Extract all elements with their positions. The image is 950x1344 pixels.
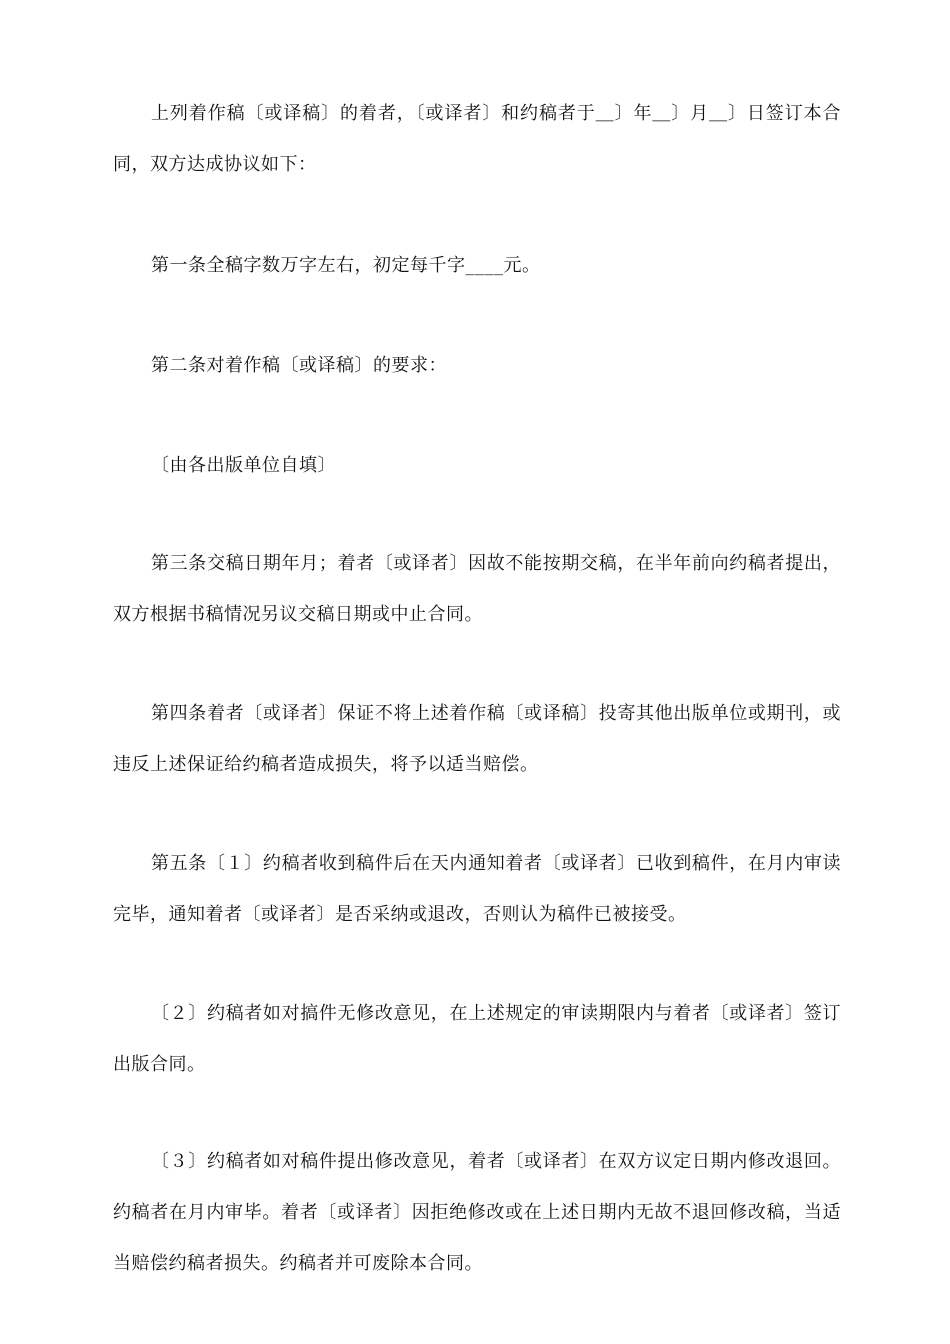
article-3-paragraph: 第三条交稿日期年月；着者〔或译者〕因故不能按期交稿，在半年前向约稿者提出，双方根据书稿情况另议交稿日期或中止合同。 — [113, 553, 841, 625]
article-5-clause-1-paragraph: 第五条〔１〕约稿者收到稿件后在天内通知着者〔或译者〕已收到稿件，在月内审读完毕，通知着者〔或译者〕是否采纳或退改，否则认为稿件已被接受。 — [113, 853, 841, 925]
article-2-paragraph: 第二条对着作稿〔或译稿〕的要求： — [151, 355, 447, 376]
contract-intro-paragraph: 上列着作稿〔或译稿〕的着者，〔或译者〕和约稿者于＿〕年＿〕月＿〕日签订本合同，双方达成协议如下： — [113, 103, 841, 175]
article-2-note-paragraph: 〔由各出版单位自填〕 — [151, 455, 336, 476]
article-1-paragraph: 第一条全稿字数万字左右，初定每千字____元。 — [151, 255, 541, 276]
article-4-paragraph: 第四条着者〔或译者〕保证不将上述着作稿〔或译稿〕投寄其他出版单位或期刊，或违反上述保证给约稿者造成损失，将予以适当赔偿。 — [113, 703, 841, 775]
article-5-clause-3-paragraph: 〔３〕约稿者如对稿件提出修改意见，着者〔或译者〕在双方议定日期内修改退回。约稿者在月内审毕。着者〔或译者〕因拒绝修改或在上述日期内无故不退回修改稿，当适当赔偿约稿者损失。约稿者并可废除本合同。 — [113, 1151, 841, 1274]
article-5-clause-2-paragraph: 〔２〕约稿者如对搞件无修改意见，在上述规定的审读期限内与着者〔或译者〕签订出版合同。 — [113, 1003, 841, 1075]
